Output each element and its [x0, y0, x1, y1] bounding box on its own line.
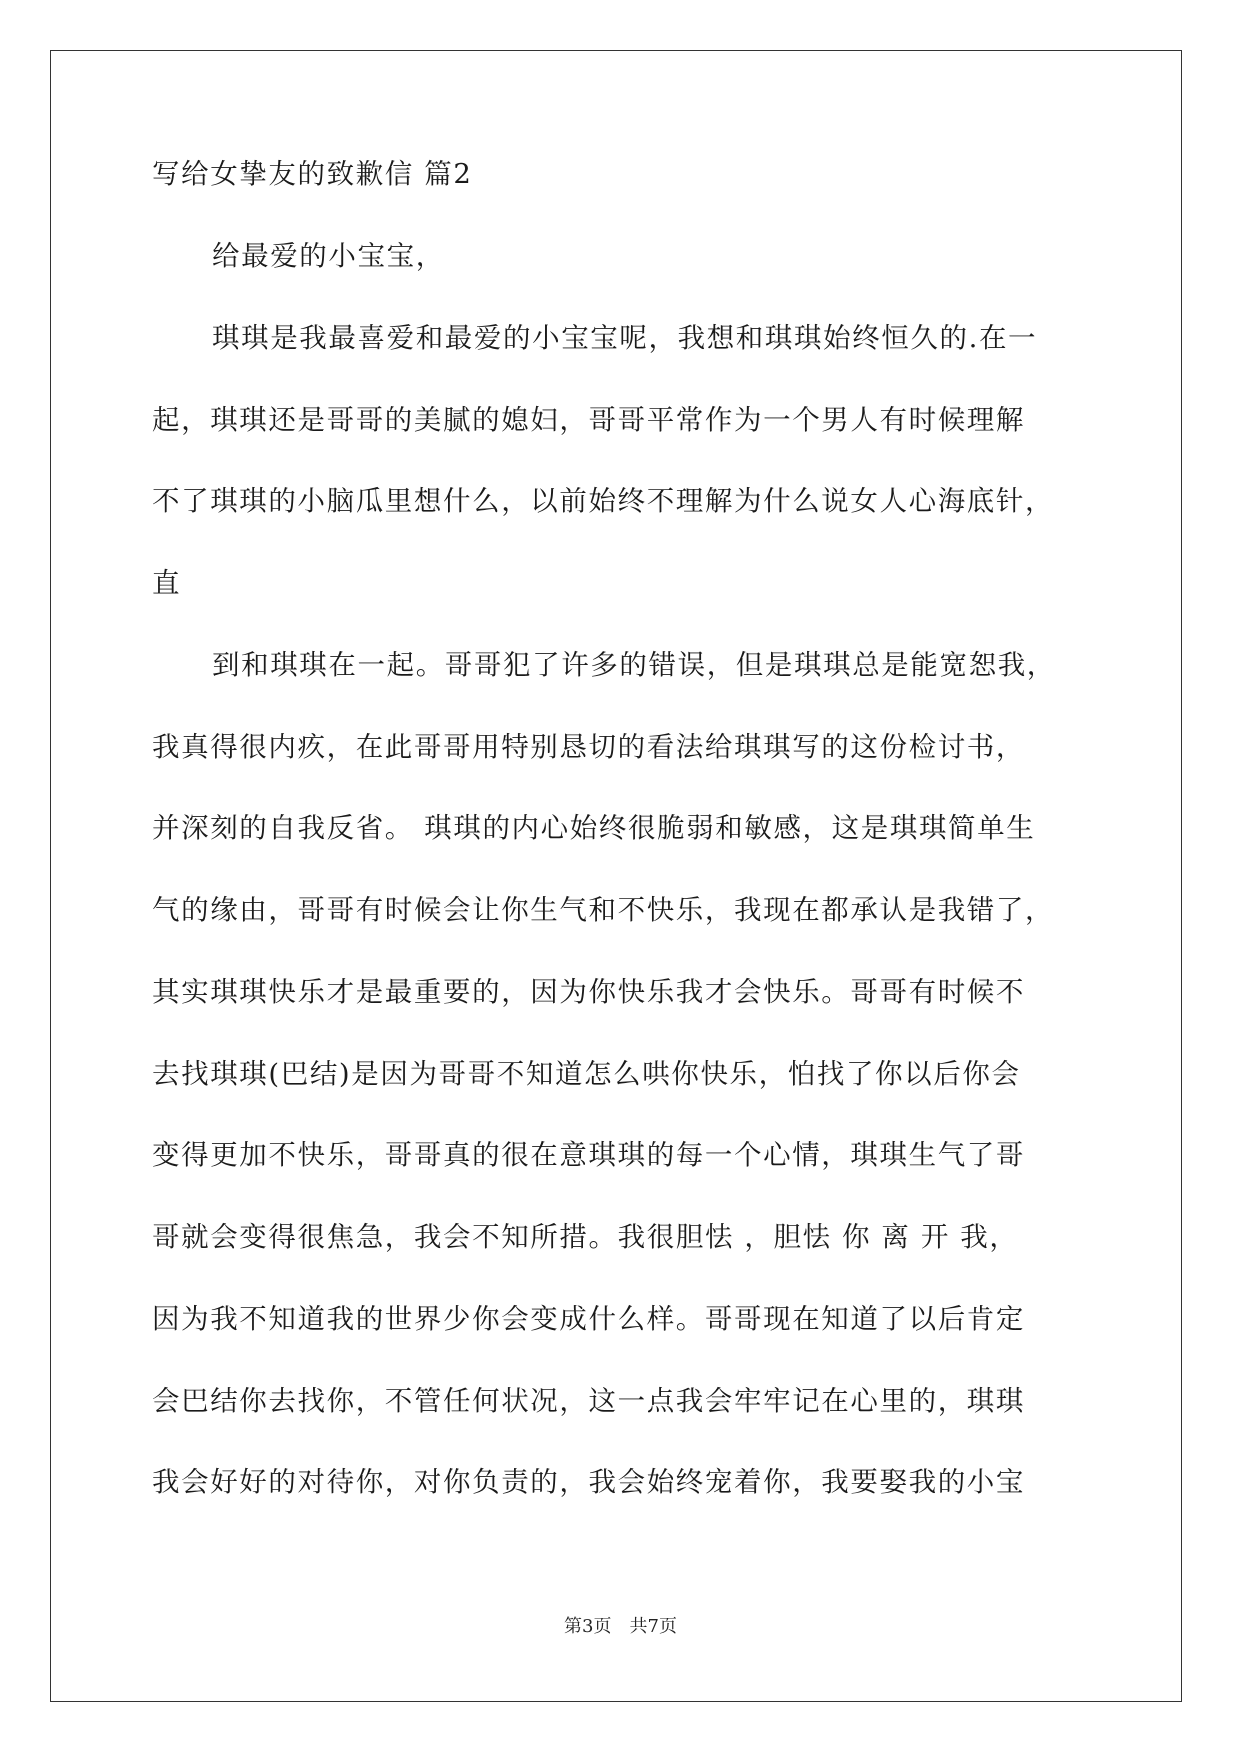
document-title: 写给女挚友的致歉信 篇2: [152, 158, 473, 190]
body-line: 因为我不知道我的世界少你会变成什么样。哥哥现在知道了以后肯定: [152, 1303, 1025, 1335]
body-line: 气的缘由，哥哥有时候会让你生气和不快乐，我现在都承认是我错了，: [152, 894, 1055, 926]
body-line: 到和琪琪在一起。哥哥犯了许多的错误，但是琪琪总是能宽恕我，: [212, 649, 1056, 681]
salutation: 给最爱的小宝宝，: [212, 240, 445, 272]
body-line: 起，琪琪还是哥哥的美腻的媳妇，哥哥平常作为一个男人有时候理解: [152, 404, 1025, 436]
body-line: 琪琪是我最喜爱和最爱的小宝宝呢，我想和琪琪始终恒久的.在一: [212, 322, 1038, 354]
body-line: 去找琪琪(巴结)是因为哥哥不知道怎么哄你快乐，怕找了你以后你会: [152, 1058, 1021, 1090]
page-footer: [0, 1612, 1241, 1638]
body-line: 哥就会变得很焦急，我会不知所措。我很胆怯 ，胆怯 你 离 开 我，: [152, 1221, 1019, 1253]
body-line: 会巴结你去找你，不管任何状况，这一点我会牢牢记在心里的，琪琪: [152, 1385, 1025, 1417]
body-line: 直: [152, 567, 182, 599]
body-line: 并深刻的自我反省。 琪琪的内心始终很脆弱和敏感，这是琪琪简单生: [152, 812, 1036, 844]
page-border: [50, 50, 1182, 1702]
body-line: 其实琪琪快乐才是最重要的，因为你快乐我才会快乐。哥哥有时候不: [152, 976, 1025, 1008]
body-line: 不了琪琪的小脑瓜里想什么，以前始终不理解为什么说女人心海底针，: [152, 485, 1055, 517]
body-line: 我真得很内疚，在此哥哥用特别恳切的看法给琪琪写的这份检讨书，: [152, 731, 1025, 763]
body-line: 变得更加不快乐，哥哥真的很在意琪琪的每一个心情，琪琪生气了哥: [152, 1139, 1025, 1171]
body-line: 我会好好的对待你，对你负责的，我会始终宠着你，我要娶我的小宝: [152, 1466, 1025, 1498]
page-number: 第3页: [564, 1616, 612, 1637]
page-total: 共7页: [629, 1616, 677, 1637]
